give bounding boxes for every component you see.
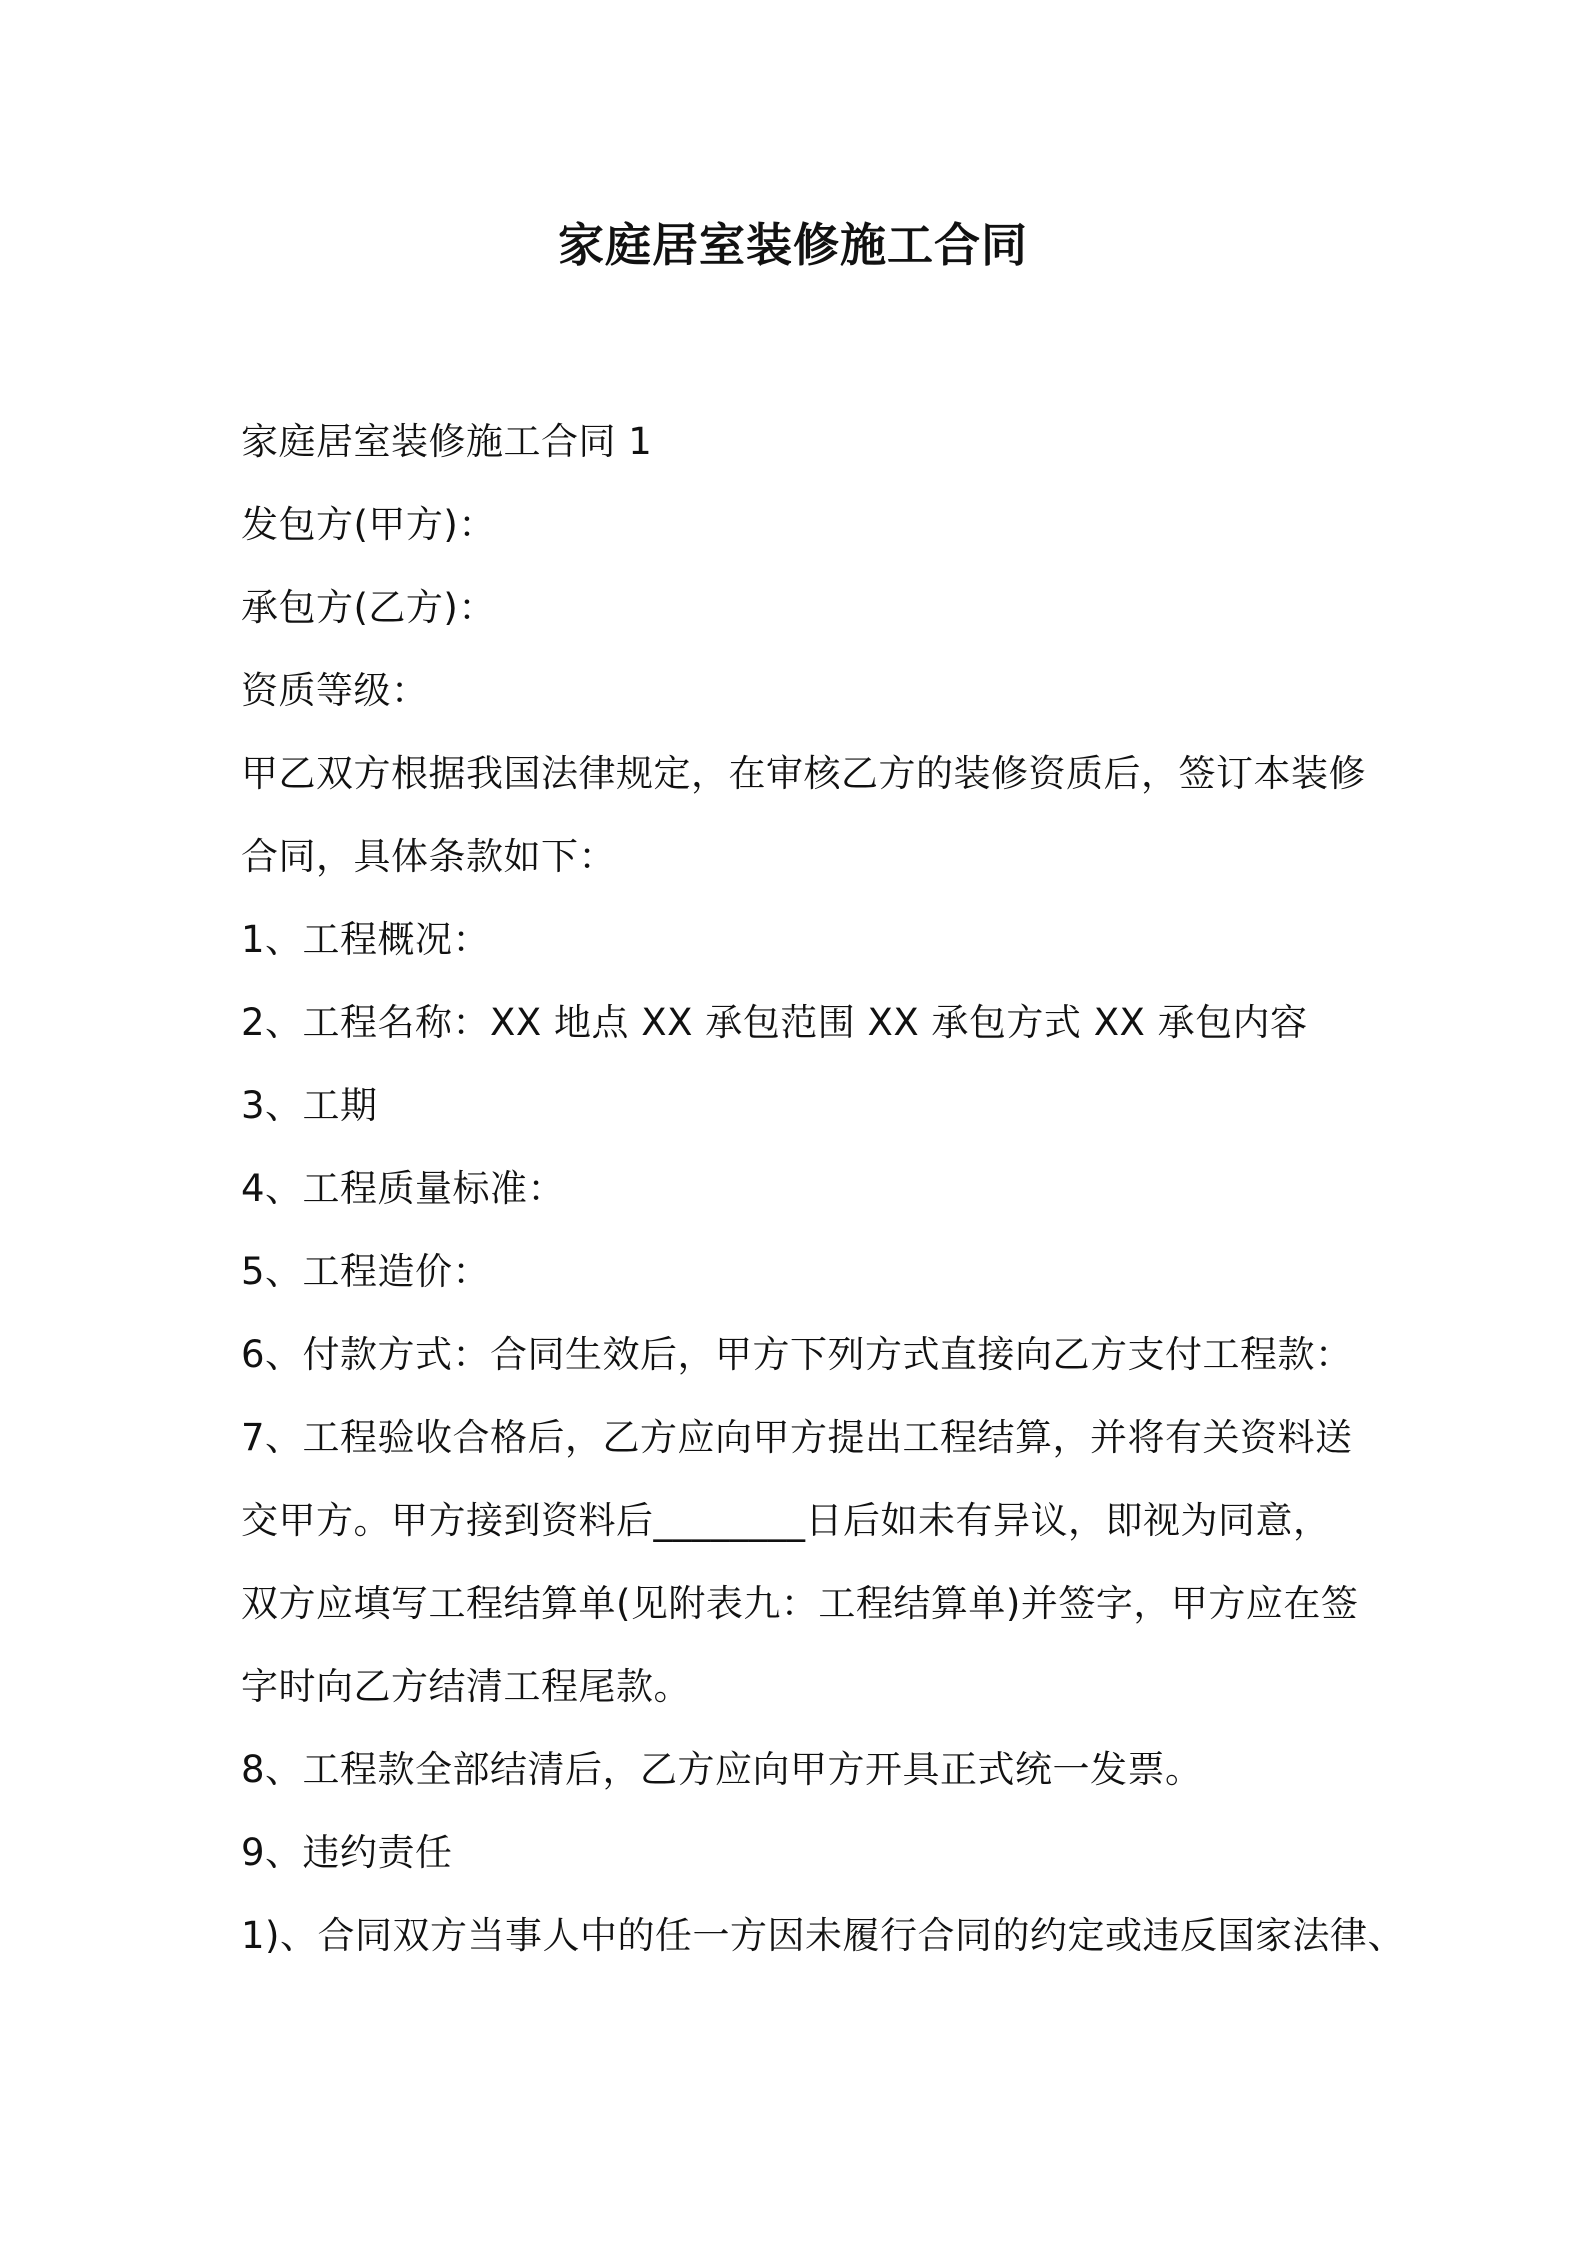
clause-6-line: 6、付款方式：合同生效后，甲方下列方式直接向乙方支付工程款：: [241, 1333, 1353, 1376]
clause-9-item-1-line: 1)、合同双方当事人中的任一方因未履行合同的约定或违反国家法律、: [241, 1914, 1405, 1957]
clause-1-line: 1、工程概况：: [241, 918, 491, 961]
preamble-line-2: 合同，具体条款如下：: [241, 835, 616, 878]
clause-7-line-1: 7、工程验收合格后，乙方应向甲方提出工程结算，并将有关资料送: [241, 1416, 1353, 1459]
clause-3-line: 3、工期: [241, 1084, 378, 1127]
clause-8-line: 8、工程款全部结清后，乙方应向甲方开具正式统一发票。: [241, 1748, 1203, 1791]
document-title: 家庭居室装修施工合同: [558, 218, 1028, 272]
clause-7-line-2: 交甲方。甲方接到资料后________日后如未有异议，即视为同意，: [241, 1499, 1331, 1542]
qualification-line: 资质等级：: [241, 669, 429, 712]
clause-4-line: 4、工程质量标准：: [241, 1167, 566, 1210]
clause-7-line-4: 字时向乙方结清工程尾款。: [241, 1665, 691, 1708]
clause-9-line: 9、违约责任: [241, 1831, 453, 1874]
clause-7-line-3: 双方应填写工程结算单(见附表九：工程结算单)并签字，甲方应在签: [241, 1582, 1359, 1625]
clause-5-line: 5、工程造价：: [241, 1250, 491, 1293]
party-a-line: 发包方(甲方)：: [241, 503, 496, 546]
clause-2-line: 2、工程名称：XX 地点 XX 承包范围 XX 承包方式 XX 承包内容: [241, 1001, 1308, 1044]
party-b-line: 承包方(乙方)：: [241, 586, 496, 629]
subtitle-line: 家庭居室装修施工合同 1: [241, 420, 653, 463]
preamble-line-1: 甲乙双方根据我国法律规定，在审核乙方的装修资质后，签订本装修: [241, 752, 1366, 795]
